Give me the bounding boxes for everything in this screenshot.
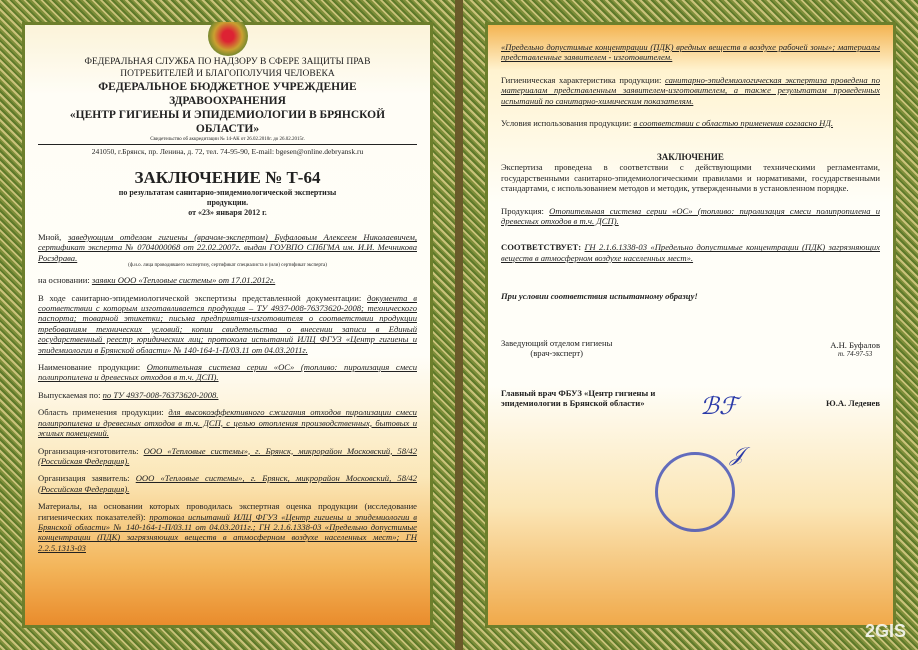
right-page-content (485, 22, 896, 628)
signature-expert (501, 338, 880, 358)
signature-icon: 𝒥 (730, 442, 744, 466)
value: по ТУ 4937-008-76373620-2008. (102, 389, 219, 400)
signer-role: (врач-эксперт) (530, 347, 583, 358)
label: Продукция: (501, 205, 544, 216)
value: для высокоэффективного сжигания отходов пиролизации смеси полипропилена и древесных отходов в т.ч. ДСП, с целью отопления производственных, бытовых и жилых помещений. (38, 407, 417, 439)
label: Наименование продукции: (38, 362, 141, 373)
label: на основании: (38, 275, 90, 286)
basis-paragraph (38, 275, 417, 285)
value: в соответствии с областью применения согласно НД. (633, 118, 834, 129)
label: Условия использования продукции: (501, 118, 632, 129)
value: ГН 2.1.6.1338-03 «Предельно допустимые концентрации (ПДК) загрязняющих веществ в атмосферном воздухе населенных мест». (501, 242, 880, 263)
watermark: 2GIS (864, 621, 906, 641)
label: Область применения продукции: (38, 407, 164, 418)
seal-stamp (655, 452, 735, 532)
spec-paragraph (38, 390, 417, 400)
org-line: «ЦЕНТР ГИГИЕНЫ И ЭПИДЕМИОЛОГИИ В БРЯНСКОЙ (69, 109, 386, 121)
label: Организация-изготовитель: (38, 445, 139, 456)
product-name-paragraph (38, 362, 417, 383)
value: Отопительная система серии «ОС» (топливо: пиролизация смеси полипропилена и древесных отходов в т.ч. ДСП). (38, 362, 417, 383)
label: В ходе санитарно-эпидемиологической экспертизы представленной документации: (38, 292, 362, 303)
left-page-content (22, 22, 433, 628)
value: ООО «Тепловые системы», г. Брянск, микрорайон Московский, 58/42 (Российская Федерация). (38, 445, 417, 466)
org-line: ФЕДЕРАЛЬНОЕ БЮДЖЕТНОЕ УЧРЕЖДЕНИЕ (98, 81, 357, 93)
materials-continued (501, 42, 880, 63)
materials-paragraph (38, 501, 417, 553)
label: Выпускаемая по: (38, 389, 101, 400)
conclusion-text: Экспертиза проведена в соответствии с действующими техническими регламентами, государственными санитарно-эпидемиологическими правилами и нормативами, государственными стандартами, с использованием методов и методик, утвержденными в установленном порядке. (501, 162, 880, 194)
application-paragraph (38, 407, 417, 438)
signer-role: Главный врач ФБУЗ «Центр гигиены и (501, 387, 656, 398)
value: санитарно-эпидемиологическая экспертиза проведена по материалам представленным заявителем-изготовителем, а также результатам проведенных испытаний по санитарно-химическим показателям. (501, 74, 880, 106)
label: Организация заявитель: (38, 473, 130, 484)
signature-icon: ℬℱ (700, 392, 738, 420)
document-header (38, 56, 417, 218)
document-title: ЗАКЛЮЧЕНИЕ № Т-64 (134, 168, 321, 187)
documents-paragraph (38, 293, 417, 355)
document-date: от «23» января 2012 г. (188, 208, 267, 217)
label: Материалы, на основании которых проводилась экспертная оценка продукции (исследование гигиенических показателей): (38, 501, 417, 522)
signer-role: эпидемиологии в Брянской области» (501, 397, 645, 408)
manufacturer-paragraph (38, 446, 417, 467)
signer-phone: т. 74-97-53 (837, 349, 873, 358)
applicant-paragraph (38, 473, 417, 494)
agency-line: ФЕДЕРАЛЬНАЯ СЛУЖБА ПО НАДЗОРУ В СФЕРЕ ЗАЩИТЫ ПРАВ (84, 57, 371, 67)
note: (ф.и.о. лица проводившего экспертизу, сертификат специалиста и (или) сертификат эксперта) (128, 263, 327, 269)
label: СООТВЕТСТВУЕТ: (501, 242, 582, 253)
value: ООО «Тепловые системы», г. Брянск, микрорайон Московский, 58/42 (Российская Федерация). (38, 473, 417, 494)
org-line: ОБЛАСТИ» (195, 123, 260, 135)
value: протокол испытаний ИЛЦ ФГУЗ «Центр гигиены и эпидемиологии в Брянской области» № 140-164-1-П/03.11 от 04.03.2011г.; ГН 2.1.6.1338-03 «Предельно допустимые концентрации (ПДК) загрязняющих веществ в атмосферном воздухе населенных мест»; ГН 2.2.5.1313-03 (38, 511, 417, 553)
value: документа в соответствии с которым изготавливается продукция – ТУ 4937-008-76373620-2008; технического паспорта; товарной этикетки; письма предприятия-изготовителя о соответствии продукции требованиям технических условий; копии свидетельства о внесении записи в Единый государственный реестр юридических лиц; протокола испытаний ИЛЦ ФГУЗ «Центр гигиены и эпидемиологии в Брянской области» № 140-164-1-П/03.11 от 04.03.2011г. (38, 292, 417, 355)
complies-paragraph (501, 242, 880, 263)
subtitle: по результатам санитарно-эпидемиологической экспертизы (118, 188, 337, 197)
signer-name: Ю.А. Леденев (826, 397, 880, 408)
conclusion-title: ЗАКЛЮЧЕНИЕ (657, 152, 724, 163)
agency-line: ПОТРЕБИТЕЛЕЙ И БЛАГОПОЛУЧИЯ ЧЕЛОВЕКА (120, 69, 335, 79)
accreditation: Свидетельство об аккредитации № 14-АК от 26.02.2010г. до 26.02.2015г. (150, 137, 305, 142)
left-page (0, 0, 455, 650)
label: Мной, (38, 232, 62, 242)
usage-paragraph (501, 118, 880, 128)
signer-name: А.Н. Буфалов (830, 339, 880, 350)
right-page (463, 0, 918, 650)
value: заявки ООО «Тепловые системы» от 17.01.2012г. (91, 275, 276, 286)
org-line: ЗДРАВООХРАНЕНИЯ (169, 95, 286, 107)
label: Гигиеническая характеристика продукции: (501, 74, 662, 85)
signature-chief (501, 388, 880, 408)
product-paragraph (501, 206, 880, 227)
condition-note: При условии соответствия испытанному образцу! (501, 291, 698, 302)
value: заведующим отделом гигиены (врачом-экспертом) Буфаловым Алексеем Николаевичем, сертификат эксперта № 0704000068 от 22.02.2007г. выдан ГОУВПО СПбГМА им. И.И. Мечникова Росздрава. (38, 232, 418, 263)
emblem-icon (208, 22, 248, 56)
signer-role: Заведующий отделом гигиены (501, 337, 613, 348)
value: «Предельно допустимые концентрации (ПДК) вредных веществ в воздухе рабочей зоны»; материалы представленные заявителем - изготовителем. (501, 42, 880, 63)
subtitle: продукции. (206, 198, 249, 207)
hygiene-paragraph (501, 75, 880, 106)
value: Отопительная система серии «ОС» (топливо: пиролизация смеси полипропилена и древесных отходов в т.ч. ДСП). (501, 205, 880, 227)
address: 241050, г.Брянск, пр. Ленина, д. 72, тел. 74-95-90, E-mail: bgesen@online.debryansk.ru (38, 144, 417, 156)
expert-paragraph (38, 232, 417, 263)
